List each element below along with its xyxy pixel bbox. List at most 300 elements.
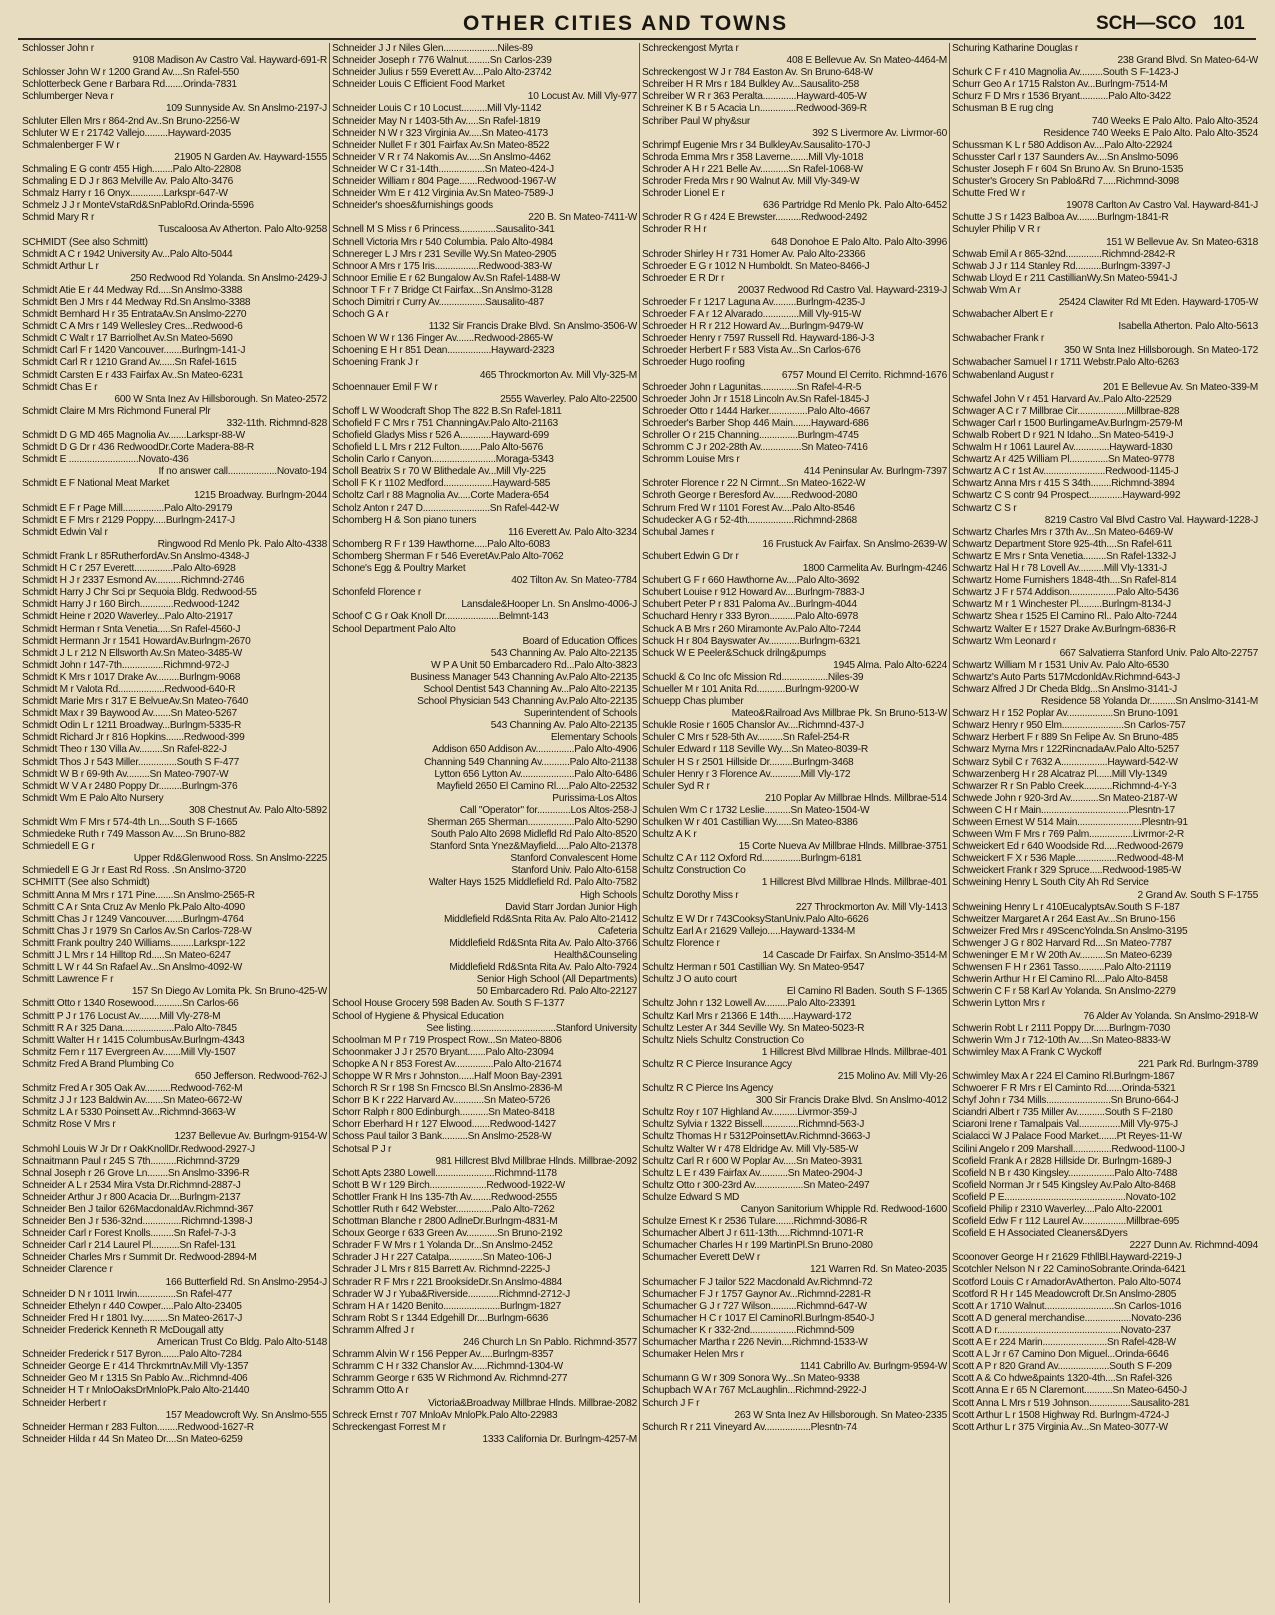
listing-entry: Schwerin Lytton Mrs r bbox=[952, 998, 1045, 1010]
header-rule bbox=[18, 38, 1256, 40]
listing-entry: Schroeder Hugo roofing bbox=[642, 357, 745, 369]
listing-entry: Schuler Henry r 3 Florence Av............Mill Vly-172 bbox=[642, 768, 851, 780]
listing-entry: Schumacher K r 332-2nd..................Richmnd-509 bbox=[642, 1324, 855, 1336]
listing-entry: 215 Molino Av. Mill Vly-26 bbox=[837, 1070, 947, 1082]
listing-entry: Schweining Henry L South City Ah Rd Service bbox=[952, 877, 1149, 889]
listing-entry: Schween Wm F Mrs r 769 Palm.................Livrmor-2-R bbox=[952, 829, 1184, 841]
listing-entry: Scott A E r 224 Marin.........................Sn Rafel-428-W bbox=[952, 1337, 1176, 1349]
listing-entry: Schoff L W Woodcraft Shop The 822 B.Sn Rafel-1811 bbox=[332, 405, 562, 417]
listing-entry: Ringwood Rd Menlo Pk. Palo Alto-4338 bbox=[157, 538, 327, 550]
listing-entry: Schwarz Myrna Mrs r 122RincnadaAv.Palo Alto-5257 bbox=[952, 744, 1180, 756]
listing-entry: 246 Church Ln Sn Pablo. Richmnd-3577 bbox=[463, 1337, 637, 1349]
listing-entry: Schott B W r 129 Birch......................Redwood-1922-W bbox=[332, 1179, 565, 1191]
listing-entry: Schmitt Chas J r 1979 Sn Carlos Av.Sn Carlos-728-W bbox=[22, 925, 252, 937]
listing-entry: Schubert Edwin G Dr r bbox=[642, 550, 739, 562]
listing-entry: Schuring Katharine Douglas r bbox=[952, 43, 1079, 54]
listing-entry: Schoss Paul tailor 3 Bank..........Sn Anslmo-2528-W bbox=[332, 1131, 552, 1143]
listing-entry: Schwabacher Frank r bbox=[952, 333, 1045, 345]
listing-entry: Schubert Peter P r 831 Paloma Av...Burlngm-4044 bbox=[642, 599, 857, 611]
listing-entry: Schnoor A Mrs r 175 Iris.................Redwood-383-W bbox=[332, 260, 552, 272]
listing-entry: Schwabacher Samuel I r 1711 Webstr.Palo Alto-6263 bbox=[952, 357, 1179, 369]
listing-entry: School House Grocery 598 Baden Av. South S F-1377 bbox=[332, 998, 565, 1010]
listing-entry: Schramm C H r 332 Chanslor Av......Richmnd-1304-W bbox=[332, 1361, 563, 1373]
listing-entry: Schwoerer F R Mrs r El Caminto Rd......Orinda-5321 bbox=[952, 1083, 1176, 1095]
listing-entry: Schuyler Philip V R r bbox=[952, 224, 1041, 236]
listing-entry: Elementary Schools bbox=[550, 732, 637, 744]
listing-entry: Schrimpf Eugenie Mrs r 34 BulkleyAv.Sausalito-170-J bbox=[642, 139, 871, 151]
listing-entry: Schonfeld Florence r bbox=[332, 587, 422, 599]
listing-entry: Sciandri Albert r 735 Miller Av...........South S F-2180 bbox=[952, 1107, 1173, 1119]
listing-entry: Mateo&Railroad Avs Millbrae Pk. Sn Bruno-513-W bbox=[731, 708, 947, 720]
column-1 bbox=[20, 43, 330, 1603]
listing-entry: Schnell Victoria Mrs r 540 Columbia. Palo Alto-4984 bbox=[332, 236, 553, 248]
listing-entry: Schutte J S r 1423 Balboa Av........Burlngm-1841-R bbox=[952, 212, 1169, 224]
listing-entry: Schussman K L r 580 Addison Av....Palo Alto-22924 bbox=[952, 139, 1173, 151]
listing-entry: Schmidt Arthur L r bbox=[22, 260, 99, 272]
listing-entry: 227 Throckmorton Av. Mill Vly-1413 bbox=[795, 901, 947, 913]
listing-entry: Schmidt E F National Meat Market bbox=[22, 478, 170, 490]
listing-entry: 2227 Dunn Av. Richmnd-4094 bbox=[1129, 1240, 1258, 1252]
listing-entry: Stanford Convalescent Home bbox=[510, 853, 637, 865]
listing-entry: Schneider's shoes&furnishings goods bbox=[332, 200, 493, 212]
listing-entry: Tuscaloosa Av Atherton. Palo Alto-9258 bbox=[158, 224, 327, 236]
listing-entry: Schwalm H r 1061 Laurel Av..............Hayward-1830 bbox=[952, 442, 1173, 454]
listing-entry: Schmitt J L Mrs r 14 Hilltop Rd.....Sn Mateo-6247 bbox=[22, 950, 231, 962]
listing-entry: Lansdale&Hooper Ln. Sn Anslmo-4006-J bbox=[461, 599, 637, 611]
listing-entry: Schneider Herbert r bbox=[22, 1397, 107, 1409]
listing-entry: Schween Ernest W 514 Main.........................Plesntn-91 bbox=[952, 817, 1188, 828]
listing-entry: Schultz Earl A r 21629 Vallejo.....Hayward-1334-M bbox=[642, 925, 855, 937]
listing-entry: Schumacher Martha r 226 Nevin....Richmnd-1533-W bbox=[642, 1337, 868, 1349]
listing-entry: Scott A P r 820 Grand Av....................South S F-209 bbox=[952, 1361, 1172, 1373]
listing-entry: 408 E Bellevue Av. Sn Mateo-4464-M bbox=[786, 55, 947, 67]
listing-entry: David Starr Jordan Junior High bbox=[505, 901, 637, 913]
listing-entry: Schultz Thomas H r 5312PoinsettAv.Richmnd-3663-J bbox=[642, 1131, 871, 1143]
listing-entry: Schumaker Helen Mrs r bbox=[642, 1349, 744, 1361]
listing-entry: Schneider Herman r 283 Fulton........Redwood-1627-R bbox=[22, 1421, 254, 1433]
listing-entry: Schlotterbeck Gene r Barbara Rd.......Orinda-7831 bbox=[22, 79, 237, 91]
listing-entry: Schroeder F A r 12 Alvarado..............Mill Vly-915-W bbox=[642, 309, 861, 321]
listing-entry: Schwartz Wm Leonard r bbox=[952, 635, 1057, 647]
listing-entry: Schmidt E F Mrs r 2129 Poppy.....Burlngm-2417-J bbox=[22, 514, 235, 526]
listing-entry: Schnal Joseph r 26 Grove Ln........Sn Anslmo-3396-R bbox=[22, 1167, 250, 1179]
listing-entry: Schmid Mary R r bbox=[22, 212, 95, 224]
listing-entry: Schrader J L Mrs r 815 Barrett Av. Richmnd-2225-J bbox=[332, 1264, 551, 1276]
listing-entry: Schwager A C r 7 Millbrae Cir...................Millbrae-828 bbox=[952, 405, 1180, 417]
listing-entry: Schnoor Emilie E r 62 Bungalow Av.Sn Rafel-1488-W bbox=[332, 272, 561, 284]
listing-entry: Schultz Herman r 501 Castillian Wy. Sn Mateo-9547 bbox=[642, 962, 865, 974]
listing-entry: Schneider Fred H r 1801 Ivy..........Sn Mateo-2617-J bbox=[22, 1312, 243, 1324]
listing-entry: Schneider Nullet F r 301 Fairfax Av.Sn Mateo-8522 bbox=[332, 139, 550, 151]
listing-entry: Schwartz J F r 574 Addison..................Palo Alto-5436 bbox=[952, 587, 1179, 599]
listing-entry: Walter Hays 1525 Middlefield Rd. Palo Alto-7582 bbox=[428, 877, 637, 889]
listing-entry: Scott Arthur L r 375 Virginia Av...Sn Mateo-3077-W bbox=[952, 1421, 1168, 1433]
listing-entry: Schuler C Mrs r 528-5th Av..........Sn Rafel-254-R bbox=[642, 732, 850, 744]
listing-entry: 1 Hillcrest Blvd Millbrae Hlnds. Millbrae-401 bbox=[761, 1046, 947, 1058]
listing-entry: Schuck W E Peeler&Schuck drilng&pumps bbox=[642, 647, 826, 659]
listing-entry: Schultz C A r 112 Oxford Rd...............Burlngm-6181 bbox=[642, 853, 862, 865]
listing-entry: Schwensen F H r 2361 Tasso..........Palo Alto-21119 bbox=[952, 962, 1171, 974]
listing-entry: Schramm George r 635 W Richmond Av. Richmnd-277 bbox=[332, 1373, 568, 1385]
listing-entry: Schmidt D G Dr r 436 RedwoodDr.Corte Madera-88-R bbox=[22, 442, 255, 454]
listing-entry: Schwabacher Albert E r bbox=[952, 309, 1053, 321]
listing-entry: 414 Peninsular Av. Burlngm-7397 bbox=[803, 466, 947, 478]
listing-entry: Schultz E W Dr r 743CooksyStanUniv.Palo Alto-6626 bbox=[642, 913, 869, 925]
listing-entry: Schromm Louise Mrs r bbox=[642, 454, 740, 466]
listing-entry: Schneider William r 804 Page.......Redwood-1967-W bbox=[332, 176, 556, 188]
listing-entry: Schuler Edward r 118 Seville Wy....Sn Mateo-8039-R bbox=[642, 744, 868, 756]
listing-entry: Schmidt Wm E Palo Alto Nursery bbox=[22, 792, 164, 804]
listing-entry: Schmalz Harry r 16 Onyx.............Larkspr-647-W bbox=[22, 188, 228, 200]
listing-entry: Channing 549 Channing Av...........Palo Alto-21138 bbox=[424, 756, 637, 768]
listing-entry: Schultz Dorothy Miss r bbox=[642, 889, 739, 901]
listing-entry: Schmidt Marie Mrs r 317 E BelvueAv.Sn Mateo-7640 bbox=[22, 696, 249, 708]
listing-entry: Schwenger J G r 802 Harvard Rd....Sn Mateo-7787 bbox=[952, 937, 1172, 949]
listing-entry: 300 Sir Francis Drake Blvd. Sn Anslmo-4012 bbox=[755, 1095, 947, 1107]
listing-entry: Schoch Dimitri r Curry Av..................Sausalito-487 bbox=[332, 296, 545, 308]
listing-entry: Schmidt M r Valota Rd..................Redwood-640-R bbox=[22, 683, 236, 695]
listing-entry: Schmidt Frank L r 85RutherfordAv.Sn Anslmo-4348-J bbox=[22, 550, 250, 562]
listing-entry: Schwartz C S r bbox=[952, 502, 1017, 514]
listing-entry: Schneider Clarence r bbox=[22, 1264, 113, 1276]
listing-entry: Schomberg Sherman F r 546 EveretAv.Palo Alto-7062 bbox=[332, 550, 564, 562]
listing-entry: 2 Grand Av. South S F-1755 bbox=[1137, 889, 1258, 901]
listing-entry: Schmitt R A r 325 Dana....................Palo Alto-7845 bbox=[22, 1022, 237, 1034]
listing-entry: Schumacher F J tailor 522 Macdonald Av.Richmnd-72 bbox=[642, 1276, 873, 1288]
listing-entry: Schweizer Fred Mrs r 49ScencYolnda.Sn Anslmo-3195 bbox=[952, 925, 1188, 937]
listing-entry: Schmitz L A r 5330 Poinsett Av...Richmnd-3663-W bbox=[22, 1107, 236, 1119]
listing-entry: Isabella Atherton. Palo Alto-5613 bbox=[1118, 321, 1258, 333]
listing-entry: Schott Apts 2380 Lowell.......................Richmnd-1178 bbox=[332, 1167, 557, 1179]
listing-entry: Schmitz Fred A r 305 Oak Av..........Redwood-762-M bbox=[22, 1083, 243, 1095]
listing-entry: Addison 650 Addison Av...............Palo Alto-4906 bbox=[432, 744, 637, 756]
listing-entry: Schroder A H r 221 Belle Av...........Sn Rafel-1068-W bbox=[642, 163, 863, 175]
listing-entry: 250 Redwood Rd Yolanda. Sn Anslmo-2429-J bbox=[130, 272, 327, 284]
listing-entry: Schultz Carl R r 600 W Poplar Av.....Sn Mateo-3931 bbox=[642, 1155, 863, 1167]
listing-columns bbox=[20, 43, 1260, 1603]
listing-entry: Schroeder John r Lagunitas..............Sn Rafel-4-R-5 bbox=[642, 381, 862, 393]
listing-entry: Schmidt A C r 1942 University Av...Palo Alto-5044 bbox=[22, 248, 233, 260]
listing-entry: Scholz Anton r 247 D..........................Sn Rafel-442-W bbox=[332, 502, 559, 514]
listing-entry: Schmitt P J r 176 Locust Av........Mill Vly-278-M bbox=[22, 1010, 221, 1022]
listing-entry: Schneider Carl r 214 Laurel Pl...........Sn Rafel-131 bbox=[22, 1240, 236, 1252]
listing-entry: Schweickert F X r 536 Maple................Redwood-48-M bbox=[952, 853, 1184, 865]
listing-entry: Schwarzer R r Sn Pablo Creek...........Richmnd-4-Y-3 bbox=[952, 780, 1177, 792]
listing-entry: Schwartz Hal H r 78 Lovell Av..........Mill Vly-1331-J bbox=[952, 563, 1167, 575]
listing-entry: Schneider H T r MnloOaksDrMnloPk.Palo Alto-21440 bbox=[22, 1385, 250, 1397]
listing-entry: Schmitt L W r 44 Sn Rafael Av...Sn Anslmo-4092-W bbox=[22, 962, 242, 974]
listing-entry: Schroder Shirley H r 731 Homer Av. Palo Alto-23366 bbox=[642, 248, 866, 260]
listing-entry: Schroda Emma Mrs r 358 Laverne.......Mill Vly-1018 bbox=[642, 151, 864, 163]
listing-entry: 151 W Bellevue Av. Sn Mateo-6318 bbox=[1106, 236, 1258, 248]
listing-entry: 121 Warren Rd. Sn Mateo-2035 bbox=[809, 1264, 947, 1276]
listing-entry: Schneider Ben J tailor 626MacdonaldAv.Richmnd-367 bbox=[22, 1204, 254, 1215]
listing-entry: Schweninger E M r W 20th Av..........Sn Mateo-6239 bbox=[952, 950, 1172, 962]
listing-entry: Schneider V R r 74 Nakomis Av.....Sn Anslmo-4462 bbox=[332, 151, 551, 163]
listing-entry: Schmidt Odin L r 1211 Broadway...Burlngm-5335-R bbox=[22, 720, 242, 732]
listing-entry: Schofield Gladys Miss r 526 A............Hayward-699 bbox=[332, 430, 549, 441]
listing-entry: 600 W Snta Inez Av Hillsborough. Sn Mateo-2572 bbox=[114, 393, 327, 405]
page-number: 101 bbox=[1213, 13, 1245, 34]
listing-entry: 2555 Waverley. Palo Alto-22500 bbox=[500, 393, 637, 405]
listing-entry: Schweining Henry L r 410EucalyptsAv.South S F-187 bbox=[952, 901, 1180, 913]
listing-entry: Schmidt H C r 257 Everett...............Palo Alto-6928 bbox=[22, 563, 236, 575]
listing-entry: Schwalb Robert D r 921 N Idaho...Sn Mateo-5419-J bbox=[952, 430, 1174, 441]
listing-entry: Schubert G F r 660 Hawthorne Av....Palo Alto-3692 bbox=[642, 575, 860, 587]
listing-entry: Scotchler Nelson N r 22 CaminoSobrante.Orinda-6421 bbox=[952, 1264, 1186, 1276]
listing-entry: Schweitzer Margaret A r 264 East Av...Sn Bruno-156 bbox=[952, 913, 1176, 925]
listing-entry: Scott A D general merchandise..................Novato-236 bbox=[952, 1312, 1182, 1324]
listing-entry: Schoof C G r Oak Knoll Dr.....................Belmnt-143 bbox=[332, 611, 549, 623]
listing-entry: Schuler Syd R r bbox=[642, 780, 710, 792]
listing-entry: Schuck A B Mrs r 260 Miramonte Av.Palo Alto-7244 bbox=[642, 623, 861, 635]
listing-entry: 543 Channing Av. Palo Alto-22135 bbox=[490, 720, 637, 732]
listing-entry: Schotsal P J r bbox=[332, 1143, 392, 1155]
listing-entry: Schwager Carl r 1500 BurlingameAv.Burlngm-2579-M bbox=[952, 417, 1183, 429]
listing-entry: Schmidt Harry J r 160 Birch.............Redwood-1242 bbox=[22, 599, 240, 611]
listing-entry: Schurr Geo A r 1715 Ralston Av...Burlngm-7514-M bbox=[952, 79, 1168, 91]
listing-entry: Lytton 656 Lytton Av.....................Palo Alto-6486 bbox=[434, 768, 637, 780]
listing-entry: Schmitt Lawrence F r bbox=[22, 974, 114, 986]
listing-entry: Schneider May N r 1403-5th Av.....Sn Rafel-1819 bbox=[332, 115, 541, 127]
listing-entry: Scofield E H Associated Cleaners&Dyers bbox=[952, 1228, 1128, 1240]
listing-entry: Schneider Ethelyn r 440 Cowper.....Palo Alto-23405 bbox=[22, 1300, 242, 1312]
listing-entry: Schwarz Henry r 950 Elm........................Sn Carlos-757 bbox=[952, 720, 1186, 732]
listing-entry: 650 Jefferson. Redwood-762-J bbox=[194, 1070, 327, 1082]
listing-entry: See listing.................................Stanford University bbox=[426, 1022, 637, 1034]
listing-entry: Schwerin Robt L r 2111 Poppy Dr......Burlngm-7030 bbox=[952, 1022, 1171, 1034]
column-2 bbox=[330, 43, 640, 1603]
listing-entry: Schuler H S r 2501 Hillside Dr.........Burlngm-3468 bbox=[642, 756, 854, 768]
listing-entry: Schmidt John r 147-7th................Richmnd-972-J bbox=[22, 659, 229, 671]
listing-entry: Schwartz's Auto Parts 517McdonldAv.Richmnd-643-J bbox=[952, 671, 1180, 683]
listing-entry: Schramm Otto A r bbox=[332, 1385, 409, 1397]
listing-entry: Schmiedeke Ruth r 749 Masson Av.....Sn Bruno-882 bbox=[22, 829, 246, 841]
listing-entry: Schreiber H R Mrs r 184 Bulkley Av...Sausalito-258 bbox=[642, 79, 860, 91]
listing-entry: Schmidt Heine r 2020 Waverley...Palo Alto-21917 bbox=[22, 611, 233, 623]
listing-entry: 20037 Redwood Rd Castro Val. Hayward-2319-J bbox=[737, 284, 947, 296]
listing-entry: Schneider A L r 2534 Mira Vsta Dr.Richmnd-2887-J bbox=[22, 1179, 241, 1191]
listing-entry: Schurch J F r bbox=[642, 1397, 700, 1409]
listing-entry: Schmidt C A Mrs r 149 Wellesley Cres...Redwood-6 bbox=[22, 321, 243, 333]
listing-entry: Scoonover George H r 21629 FthllBl.Hayward-2219-J bbox=[952, 1252, 1182, 1264]
listing-entry: Schorch R Sr r 198 Sn Frncsco Bl.Sn Anslmo-2836-M bbox=[332, 1083, 563, 1095]
listing-entry: Schreiber W R r 363 Peralta.............Hayward-405-W bbox=[642, 91, 867, 103]
listing-entry: Scotford Louis C r AmadorAvAtherton. Palo Alto-5074 bbox=[952, 1276, 1181, 1288]
listing-entry: Schoening Frank J r bbox=[332, 357, 419, 369]
listing-entry: Schurch R r 211 Vineyard Av..................Plesntn-74 bbox=[642, 1421, 857, 1433]
listing-entry: 25424 Clawiter Rd Mt Eden. Hayward-1705-W bbox=[1058, 296, 1258, 308]
listing-entry: W P A Unit 50 Embarcadero Rd...Palo Alto-3823 bbox=[430, 659, 637, 671]
listing-entry: 50 Embarcadero Rd. Palo Alto-22127 bbox=[476, 986, 637, 998]
listing-entry: Schroeder Henry r 7597 Russell Rd. Hayward-186-J-3 bbox=[642, 333, 875, 345]
listing-entry: Call "Operator" for.............Los Altos-258-J bbox=[459, 804, 637, 816]
listing-entry: Business Manager 543 Channing Av.Palo Alto-22135 bbox=[410, 671, 637, 683]
listing-entry: Schutte Fred W r bbox=[952, 188, 1025, 200]
listing-entry: Scilini Angelo r 209 Marshall...............Redwood-1100-J bbox=[952, 1143, 1185, 1155]
listing-entry: Scott A D r................................................Novato-237 bbox=[952, 1324, 1171, 1336]
listing-entry: Schriber Paul W phy&sur bbox=[642, 115, 751, 127]
listing-entry: Schmalenberger F W r bbox=[22, 139, 120, 151]
listing-entry: Schmidt Wm F Mrs r 574-4th Ln....South S F-1665 bbox=[22, 817, 238, 828]
listing-entry: 16 Frustuck Av Fairfax. Sn Anslmo-2639-W bbox=[762, 538, 947, 550]
listing-entry: Schmelz J J r MonteVstaRd&SnPabloRd.Orinda-5596 bbox=[22, 200, 254, 212]
listing-entry: Schneider W C r 31-14th..................Sn Mateo-424-J bbox=[332, 163, 554, 175]
listing-entry: Schneider Joseph r 776 Walnut.........Sn Carlos-239 bbox=[332, 55, 552, 67]
listing-entry: Schultz Florence r bbox=[642, 937, 720, 949]
listing-entry: Schroeder's Barber Shop 446 Main.......Hayward-686 bbox=[642, 417, 869, 429]
listing-entry: Middlefield Rd&Snta Rita Av. Palo Alto-7924 bbox=[449, 962, 637, 974]
listing-entry: Schuckl & Co Inc ofc Mission Rd..................Niles-39 bbox=[642, 671, 864, 683]
listing-entry: Schwab Lloyd E r 211 CastillianWy.Sn Mateo-5941-J bbox=[952, 272, 1178, 284]
listing-entry: Schneider Hilda r 44 Sn Mateo Dr....Sn Mateo-6259 bbox=[22, 1433, 243, 1445]
listing-entry: Schultz Lester A r 344 Seville Wy. Sn Mateo-5023-R bbox=[642, 1022, 865, 1034]
listing-entry: Scholtz Carl r 88 Magnolia Av.....Corte Madera-654 bbox=[332, 490, 550, 502]
listing-entry: Schwartz A r 425 William Pl...............Sn Mateo-9778 bbox=[952, 454, 1175, 466]
listing-entry: Scotford R H r 145 Meadowcroft Dr.Sn Anslmo-2805 bbox=[952, 1288, 1177, 1300]
listing-entry: Schneider Wm E r 412 Virginia Av.Sn Mateo-7589-J bbox=[332, 188, 554, 200]
listing-entry: Schroeder Herbert F r 583 Vista Av...Sn Carlos-676 bbox=[642, 345, 861, 357]
listing-entry: Schwimley Max A r 224 El Camino Rl.Burlngm-1867 bbox=[952, 1070, 1175, 1082]
listing-entry: Schneider Frederick Kenneth R McDougall atty bbox=[22, 1324, 224, 1336]
listing-entry: Schwarz Alfred J Dr Cheda Bldg...Sn Anslmo-3141-J bbox=[952, 683, 1178, 695]
listing-entry: Schorr Eberhard H r 127 Elwood.......Redwood-1427 bbox=[332, 1119, 556, 1131]
listing-entry: Schramm Alvin W r 156 Pepper Av.....Burlngm-8357 bbox=[332, 1349, 554, 1361]
listing-entry: Scofield Norman Jr r 545 Kingsley Av.Palo Alto-8468 bbox=[952, 1179, 1176, 1191]
listing-entry: Schnereger L J Mrs r 231 Seville Wy.Sn Mateo-2905 bbox=[332, 248, 557, 260]
listing-entry: Schomberg H & Son piano tuners bbox=[332, 514, 477, 526]
page-title: OTHER CITIES AND TOWNS bbox=[463, 12, 789, 35]
listing-entry: Schudecker A G r 52-4th..................Richmnd-2868 bbox=[642, 514, 857, 526]
listing-entry: 1 Hillcrest Blvd Millbrae Hlnds. Millbrae-401 bbox=[761, 877, 947, 889]
listing-entry: Schwerin C F r 58 Karl Av Yolanda. Sn Anslmo-2279 bbox=[952, 986, 1176, 998]
listing-entry: Schmidt Thos J r 543 Miller...............South S F-477 bbox=[22, 756, 240, 768]
listing-entry: Schultz Otto r 300-23rd Av...................Sn Mateo-2497 bbox=[642, 1179, 870, 1191]
listing-entry: Schulen Wm C r 1732 Leslie..........Sn Mateo-1504-W bbox=[642, 804, 870, 816]
listing-entry: Schwarzenberg H r 28 Alcatraz Pl......Mill Vly-1349 bbox=[952, 768, 1167, 780]
listing-entry: Schluter W E r 21742 Vallejo.........Hayward-2035 bbox=[22, 127, 231, 139]
listing-entry: Schwab J J r 114 Stanley Rd..........Burlngm-3397-J bbox=[952, 260, 1171, 272]
listing-entry: Schmidt Carl R r 1210 Grand Av......Sn Rafel-1615 bbox=[22, 357, 237, 369]
listing-entry: Scofield N B r 430 Kingsley..................Palo Alto-7488 bbox=[952, 1167, 1178, 1179]
listing-entry: Schlumberger Neva r bbox=[22, 91, 114, 103]
listing-entry: Schram H A r 1420 Benito......................Burlngm-1827 bbox=[332, 1300, 561, 1312]
listing-entry: Schwartz E Mrs r Snta Venetia.........Sn Rafel-1332-J bbox=[952, 550, 1176, 562]
listing-entry: Schopke A N r 853 Forest Av...............Palo Alto-21674 bbox=[332, 1058, 562, 1070]
listing-entry: Schwab Emil A r 865-32nd..............Richmnd-2842-R bbox=[952, 248, 1176, 260]
listing-entry: School of Hygiene & Physical Education bbox=[332, 1010, 504, 1022]
listing-entry: Schmitt Anna M Mrs r 171 Pine.......Sn Anslmo-2565-R bbox=[22, 889, 255, 901]
listing-entry: High Schools bbox=[579, 889, 637, 901]
listing-entry: Scott Anna L Mrs r 519 Johnson................Sausalito-281 bbox=[952, 1397, 1190, 1409]
listing-entry: Schmiedell E G r bbox=[22, 841, 95, 853]
listing-entry: Schofield F C Mrs r 751 ChanningAv.Palo Alto-21163 bbox=[332, 417, 558, 429]
listing-entry: Residence 58 Yolanda Dr..........Sn Anslmo-3141-M bbox=[1040, 696, 1258, 708]
listing-entry: Schmidt Harry J Chr Sci pr Sequoia Bldg. Redwood-55 bbox=[22, 587, 257, 599]
listing-entry: SCHMITT (See also Schmidt) bbox=[22, 877, 150, 889]
listing-entry: Schmitt Otto r 1340 Rosewood...........Sn Carlos-66 bbox=[22, 998, 239, 1010]
listing-entry: Schneider Ben J r 536-32nd...............Richmnd-1398-J bbox=[22, 1216, 253, 1228]
listing-entry: Schram Robt S r 1344 Edgehill Dr....Burlngm-6636 bbox=[332, 1312, 549, 1324]
listing-entry: 636 Partridge Rd Menlo Pk. Palo Alto-6452 bbox=[763, 200, 947, 212]
listing-entry: Schupbach W A r 767 McLaughlin...Richmnd-2922-J bbox=[642, 1385, 867, 1397]
listing-entry: 1333 California Dr. Burlngm-4257-M bbox=[482, 1433, 637, 1445]
listing-entry: South Palo Alto 2698 Midlefld Rd Palo Alto-8520 bbox=[430, 829, 637, 841]
listing-entry: Schumacher Albert J r 611-13th.....Richmnd-1071-R bbox=[642, 1228, 864, 1240]
listing-entry: Health&Counseling bbox=[554, 950, 637, 962]
listing-entry: Schrader R F Mrs r 221 BrooksideDr.Sn Anslmo-4884 bbox=[332, 1276, 563, 1288]
listing-entry: Scholin Carlo r Canyon.........................Moraga-5343 bbox=[332, 454, 554, 466]
listing-entry: Schmitz Rose V Mrs r bbox=[22, 1119, 116, 1131]
listing-entry: Schoch G A r bbox=[332, 309, 389, 321]
listing-entry: Schofield L L Mrs r 212 Fulton........Palo Alto-5676 bbox=[332, 442, 544, 454]
listing-entry: 740 Weeks E Palo Alto. Palo Alto-3524 bbox=[1091, 115, 1258, 127]
listing-entry: Schmitt Frank poultry 240 Williams.........Larkspr-122 bbox=[22, 937, 246, 949]
listing-entry: Schmaling E G contr 455 High........Palo Alto-22808 bbox=[22, 163, 241, 175]
listing-entry: Schromm C J r 202-28th Av................Sn Mateo-7416 bbox=[642, 442, 868, 454]
listing-entry: Schneider Frederick r 517 Byron.......Palo Alto-7284 bbox=[22, 1349, 242, 1361]
listing-entry: 1141 Cabrillo Av. Burlngm-9594-W bbox=[799, 1361, 947, 1373]
listing-entry: Middlefield Rd&Snta Rita Av. Palo Alto-3766 bbox=[449, 937, 637, 949]
listing-entry: Schuster's Grocery Sn Pablo&Rd 7.....Richmnd-3098 bbox=[952, 176, 1179, 188]
listing-entry: Schultz Roy r 107 Highland Av..........Livrmor-359-J bbox=[642, 1107, 857, 1119]
listing-entry: School Physician 543 Channing Av.Palo Alto-22135 bbox=[417, 696, 637, 708]
listing-entry: Superintendent of Schools bbox=[523, 708, 637, 720]
listing-entry: Schneider Louis C r 10 Locust..........Mill Vly-1142 bbox=[332, 103, 542, 115]
listing-entry: 1215 Broadway. Burlngm-2044 bbox=[194, 490, 327, 502]
listing-entry: Schrum Fred W r 1101 Forest Av....Palo Alto-8546 bbox=[642, 502, 855, 514]
listing-entry: Scott A r 1710 Walnut...........................Sn Carlos-1016 bbox=[952, 1300, 1182, 1312]
listing-entry: Stanford Snta Ynez&Mayfield.....Palo Alto-21378 bbox=[429, 841, 637, 853]
listing-entry: Schultz Construction Co bbox=[642, 865, 746, 877]
listing-entry: Schumacher Charles H r 199 MartinPl.Sn Bruno-2080 bbox=[642, 1240, 873, 1252]
listing-entry: Schmitt Walter H r 1415 ColumbusAv.Burlngm-4343 bbox=[22, 1034, 245, 1046]
listing-entry: Schmidt W B r 69-9th Av.........Sn Mateo-7907-W bbox=[22, 768, 229, 780]
listing-entry: Schmitz J J r 123 Baldwin Av.......Sn Mateo-6672-W bbox=[22, 1095, 242, 1107]
listing-entry: Schmidt Chas E r bbox=[22, 381, 98, 393]
listing-entry: Schone's Egg & Poultry Market bbox=[332, 563, 466, 575]
listing-entry: Schnoor T F r 7 Bridge Ct Fairfax...Sn Anslmo-3128 bbox=[332, 284, 553, 296]
listing-entry: Schmidt Carsten E r 433 Fairfax Av..Sn Mateo-6231 bbox=[22, 369, 244, 381]
listing-entry: 6757 Mound El Cerrito. Richmnd-1676 bbox=[781, 369, 947, 381]
listing-entry: Scott Anna E r 65 N Claremont...........Sn Mateo-6450-J bbox=[952, 1385, 1187, 1397]
listing-entry: Schramm Alfred J r bbox=[332, 1324, 415, 1336]
listing-entry: El Camino Rl Baden. South S F-1365 bbox=[786, 986, 947, 998]
listing-entry: Schubal James r bbox=[642, 526, 715, 538]
listing-entry: School Department Palo Alto bbox=[332, 623, 456, 635]
listing-entry: Schreckengost Myrta r bbox=[642, 43, 739, 54]
listing-entry: Schmidt C Walt r 17 Barriolhet Av.Sn Mateo-5690 bbox=[22, 333, 233, 345]
listing-entry: Schroeder Otto r 1444 Harker...............Palo Alto-4667 bbox=[642, 405, 871, 417]
listing-entry: 308 Chestnut Av. Palo Alto-5892 bbox=[189, 804, 327, 816]
listing-entry: 392 S Livermore Av. Livrmor-60 bbox=[812, 127, 947, 139]
listing-entry: 1800 Carmelita Av. Burlngm-4246 bbox=[802, 563, 947, 575]
listing-entry: Schneider N W r 323 Virginia Av.....Sn Mateo-4173 bbox=[332, 127, 548, 139]
listing-entry: 1237 Bellevue Av. Burlngm-9154-W bbox=[174, 1131, 327, 1143]
listing-entry: 10 Locust Av. Mill Vly-977 bbox=[527, 91, 637, 103]
listing-entry: Schmitt Chas J r 1249 Vancouver.......Burlngm-4764 bbox=[22, 913, 244, 925]
listing-entry: Scott A L Jr r 67 Camino Don Miguel...Orinda-6646 bbox=[952, 1349, 1169, 1361]
listing-entry: Schwarz Sybil C r 7632 A..................Hayward-542-W bbox=[952, 756, 1178, 768]
listing-entry: Schneider Charles Mrs r Summit Dr. Redwood-2894-M bbox=[22, 1252, 257, 1264]
listing-entry: Schwartz William M r 1531 Univ Av. Palo Alto-6530 bbox=[952, 659, 1169, 671]
listing-entry: Schwartz Department Store 925-4th....Sn Rafel-611 bbox=[952, 538, 1173, 550]
listing-entry: 19078 Carlton Av Castro Val. Hayward-841-J bbox=[1066, 200, 1258, 212]
listing-entry: Schuck H r 804 Bayswater Av............Burlngm-6321 bbox=[642, 635, 861, 647]
listing-entry: Schoennauer Emil F W r bbox=[332, 381, 438, 393]
listing-entry: Schwafel John V r 451 Harvard Av..Palo Alto-22529 bbox=[952, 393, 1172, 405]
column-4 bbox=[950, 43, 1260, 1603]
